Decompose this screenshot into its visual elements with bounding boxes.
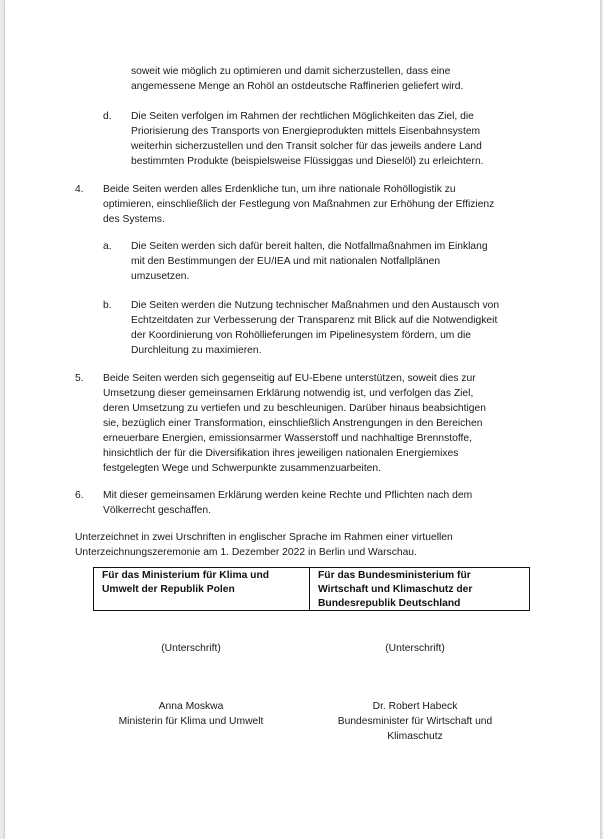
text-line: Völkerrecht geschaffen. <box>103 505 211 516</box>
signatory-title: Klimaschutz <box>387 731 443 742</box>
table-cell-line: Wirtschaft und Klimaschutz der <box>318 584 473 595</box>
signatory-name: Anna Moskwa <box>158 701 224 712</box>
signatory-title: Bundesminister für Wirtschaft und <box>337 716 493 727</box>
left-signatory <box>71 699 311 729</box>
text-line: deren Umsetzung zu vertiefen und zu beschleunigen. Darüber hinaus beabsichtigen <box>103 403 486 414</box>
text-line: Unterzeichnet in zwei Urschriften in englischer Sprache im Rahmen einer virtuellen <box>75 532 453 543</box>
text-line: der Koordinierung von Rohöllieferungen im Pipelinesystem fördern, um die <box>131 330 471 341</box>
signatory-name: Dr. Robert Habeck <box>372 701 458 712</box>
signature-table <box>93 567 530 611</box>
signature-table-right-cell <box>310 568 529 610</box>
document-page <box>5 0 600 839</box>
item-6-paragraph <box>103 488 472 518</box>
text-line: Priorisierung des Transports von Energieprodukten mittels Eisenbahnsystem <box>131 126 481 137</box>
text-line: Unterzeichnungszeremonie am 1. Dezember 2022 in Berlin und Warschau. <box>75 547 417 558</box>
text-line: hinsichtlich der für die Diversifikation ihres jeweiligen nationalen Energiemixes <box>103 448 459 459</box>
text-line: Die Seiten verfolgen im Rahmen der rechtlichen Möglichkeiten das Ziel, die <box>131 111 474 122</box>
left-signature-placeholder: (Unterschrift) <box>161 643 221 654</box>
text-line: erneuerbare Energien, emissionsarmer Wasserstoff und nachhaltige Brennstoffe, <box>103 433 472 444</box>
table-cell-line: Für das Bundesministerium für <box>318 570 471 581</box>
text-line: Die Seiten werden sich dafür bereit halten, die Notfallmaßnahmen im Einklang <box>131 241 488 252</box>
text-line: Die Seiten werden die Nutzung technischer Maßnahmen und den Austausch von <box>131 300 500 311</box>
text-line: Durchleitung zu maximieren. <box>131 345 262 356</box>
item-d-paragraph <box>131 109 484 169</box>
text-line: mit den Bestimmungen der EU/IEA und mit nationalen Notfallplänen <box>131 256 441 267</box>
text-line: umzusetzen. <box>131 271 190 282</box>
text-line: soweit wie möglich zu optimieren und damit sicherzustellen, dass eine <box>131 66 451 77</box>
item-4-marker: 4. <box>75 184 84 195</box>
text-line: Umsetzung dieser gemeinsamen Erklärung notwendig ist, und verfolgen das Ziel, <box>103 388 474 399</box>
text-line: des Systems. <box>103 214 165 225</box>
item-4-paragraph <box>103 182 494 227</box>
table-cell-line: Bundesrepublik Deutschland <box>318 598 461 609</box>
item-4a-marker: a. <box>103 241 112 252</box>
text-line: optimieren, einschließlich der Festlegung von Maßnahmen zur Erhöhung der Effizienz <box>103 199 495 210</box>
item-5-paragraph <box>103 371 486 476</box>
table-cell-line: Umwelt der Republik Polen <box>102 584 235 595</box>
item-6-marker: 6. <box>75 490 84 501</box>
text-line: weiterhin sicherzustellen und den Transit solcher für das jeweils andere Land <box>131 141 482 152</box>
text-line: angemessene Menge an Rohöl an ostdeutsche Raffinerien geliefert wird. <box>131 81 464 92</box>
signatory-title: Ministerin für Klima und Umwelt <box>118 716 264 727</box>
table-cell-line: Für das Ministerium für Klima und <box>102 570 270 581</box>
text-line: Beide Seiten werden alles Erdenkliche tun, um ihre nationale Rohöllogistik zu <box>103 184 456 195</box>
text-line: Echtzeitdaten zur Verbesserung der Transparenz mit Blick auf die Notwendigkeit <box>131 315 498 326</box>
text-line: bestimmten Produkte (beispielsweise Flüssiggas und Dieselöl) zu erleichtern. <box>131 156 484 167</box>
text-line: sie, bezüglich einer Transformation, einschließlich Anstrengungen in den Bereichen <box>103 418 483 429</box>
continuation-paragraph <box>131 64 463 94</box>
item-5-marker: 5. <box>75 373 84 384</box>
signature-table-left-cell <box>94 568 310 610</box>
item-4a-paragraph <box>131 239 488 284</box>
item-d-marker: d. <box>103 111 112 122</box>
item-4b-paragraph <box>131 298 499 358</box>
item-4b-marker: b. <box>103 300 112 311</box>
text-line: festgelegten Wege und Schwerpunkte zusammenzuarbeiten. <box>103 463 381 474</box>
right-signature-placeholder: (Unterschrift) <box>385 643 445 654</box>
closing-paragraph <box>75 530 453 560</box>
text-line: Mit dieser gemeinsamen Erklärung werden keine Rechte und Pflichten nach dem <box>103 490 473 501</box>
right-signatory <box>305 699 525 744</box>
text-line: Beide Seiten werden sich gegenseitig auf EU-Ebene unterstützen, soweit dies zur <box>103 373 476 384</box>
